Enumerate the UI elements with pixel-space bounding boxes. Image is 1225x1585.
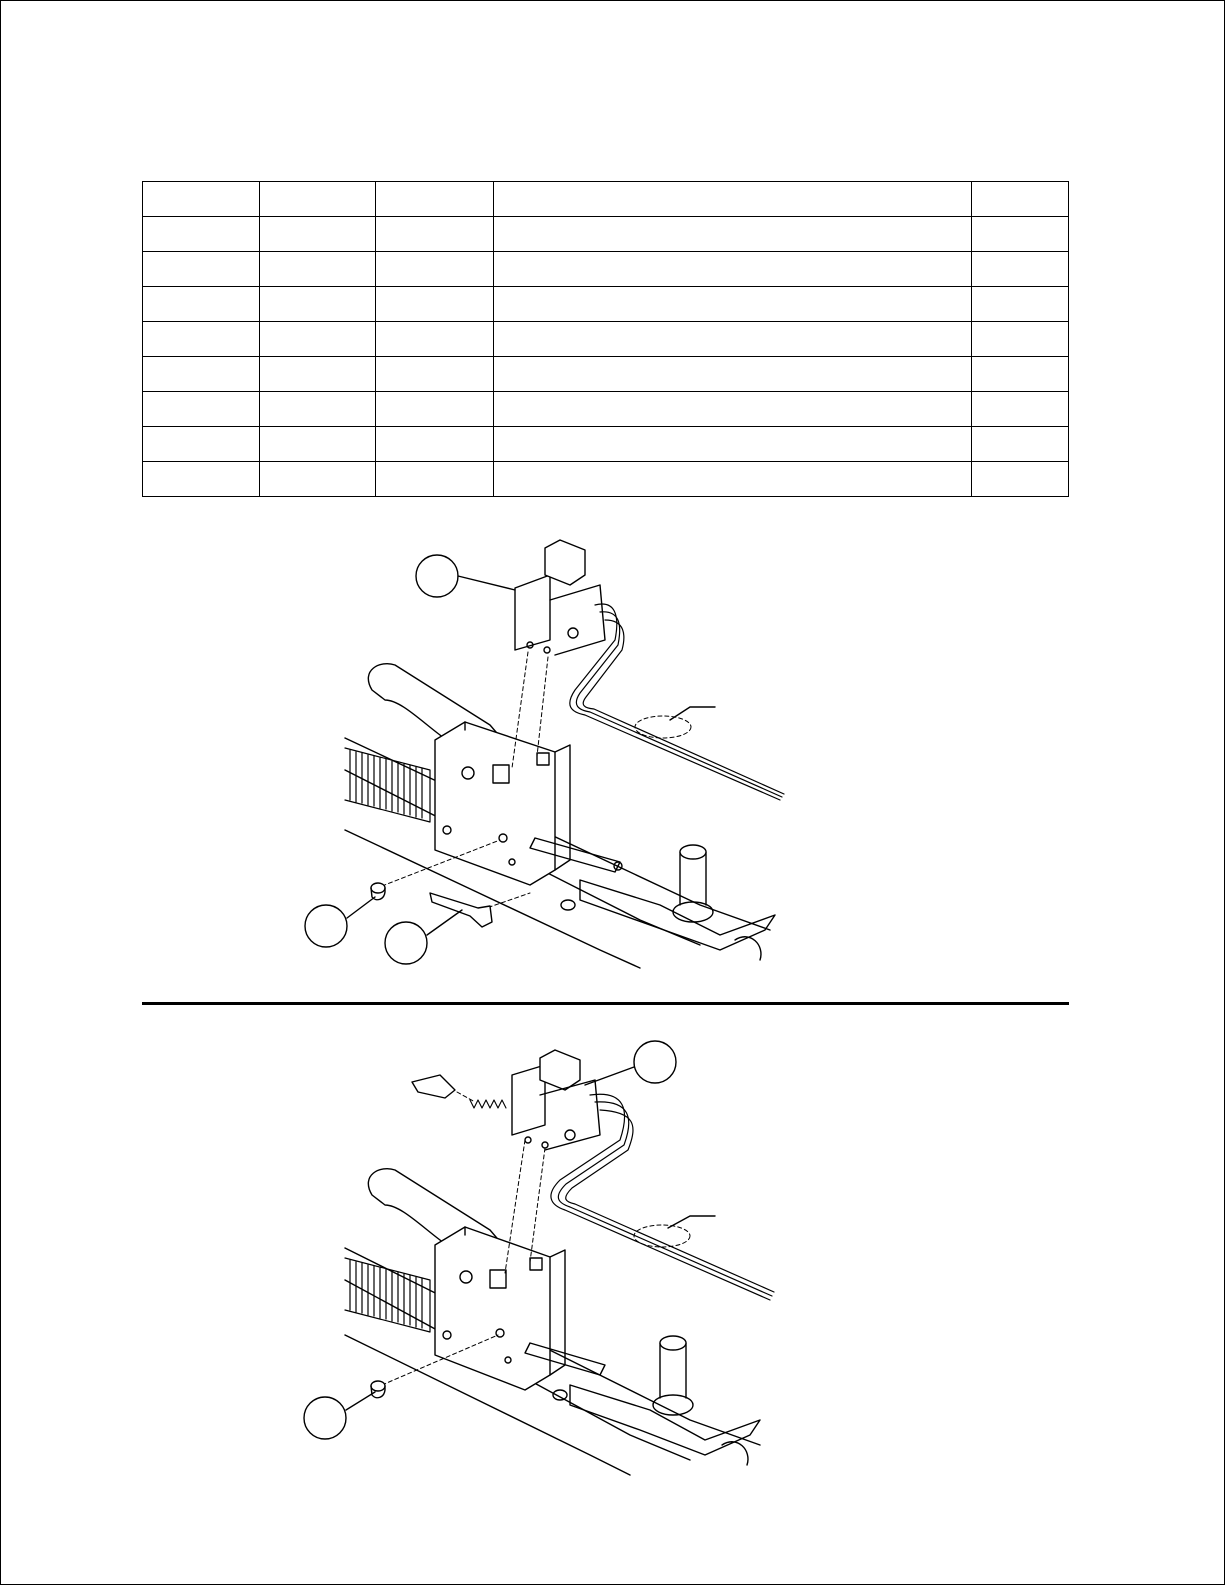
wire-detail-marker [634, 1225, 690, 1247]
microswitch-assembly [512, 1050, 600, 1150]
compression-spring [470, 1100, 506, 1108]
callout-1 [585, 1041, 676, 1085]
spring-coil [345, 1258, 430, 1332]
switch-actuator-cap [412, 1075, 455, 1098]
pivot-post [653, 1336, 693, 1415]
wire-harness [551, 1094, 774, 1300]
mounting-bracket [435, 1227, 565, 1390]
callout-2 [304, 1392, 375, 1439]
screw-part [371, 1381, 385, 1398]
actuator-linkage [525, 1343, 760, 1465]
